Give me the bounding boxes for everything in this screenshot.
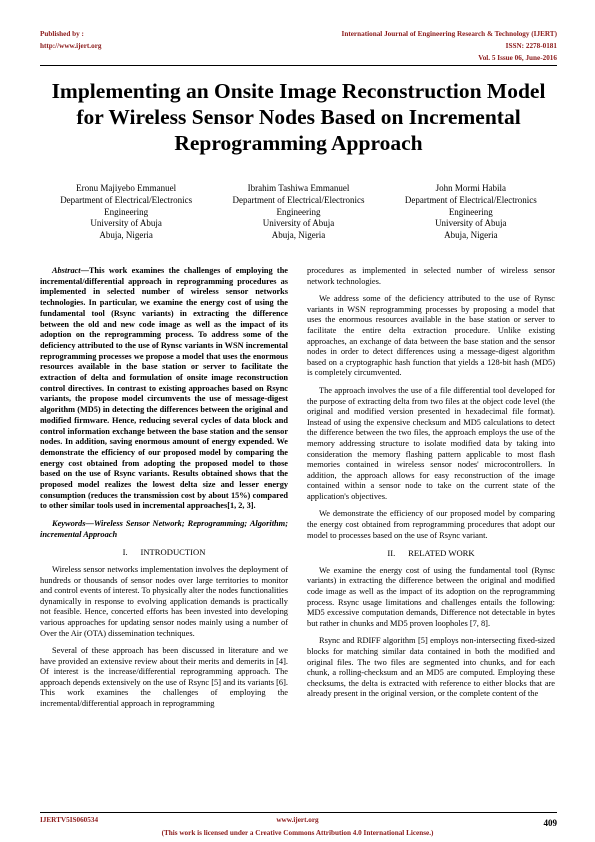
footer-url[interactable]: www.ijert.org xyxy=(276,816,319,824)
author-department: Department of Electrical/Electronics Engineering xyxy=(404,194,537,217)
footer-divider xyxy=(40,812,557,813)
author-location: Abuja, Nigeria xyxy=(444,230,498,241)
author-name: Ibrahim Tashiwa Emmanuel xyxy=(247,183,350,193)
paragraph: Wireless sensor networks implementation involves the deployment of hundreds or thousands of sensor nodes over large territories to monitor and control events of interest. To physically alter the nodes functionalities dynamically in response to evolving application demands is practically not feasible. Hence, concerted efforts has been invested into developing various approaches for updating sensor nodes mainly using a number of Over the Air (OTA) dissemination techniques. xyxy=(40,564,288,638)
author-location: Abuja, Nigeria xyxy=(99,230,153,241)
paragraph: The approach involves the use of a file differential tool developed for the purpose of extracting delta from two files at the object code level (the original and modified version presented in hexadecimal file format). Instead of using the expensive checksum and MD5 calculations to detect the difference between the two files, the approach employs the use of the memory addressing structure to isolate modified data by taking into consideration the memory flashing pattern applicable to most flash memories contained in wireless sensor nodes' microcontrollers. In addition, the approach allows for easy reconstruction of the image contained within a sensor node to take on the current state of the application's objectives. xyxy=(307,385,555,501)
right-column xyxy=(307,266,555,707)
header-right xyxy=(342,28,557,64)
publisher-url[interactable]: http://www.ijert.org xyxy=(40,42,102,50)
publisher-label: Published by : xyxy=(40,30,84,38)
author-university: University of Abuja xyxy=(90,218,162,229)
keywords: Keywords—Wireless Sensor Network; Reprogramming; Algorithm; incremental Approach xyxy=(40,519,288,539)
paper-id: IJERTV5IS060534 xyxy=(40,816,99,824)
author-3 xyxy=(385,183,557,242)
author-university: University of Abuja xyxy=(262,218,335,229)
license-notice: (This work is licensed under a Creative Commons Attribution 4.0 International License.) xyxy=(161,829,434,837)
abstract-lead: Abstract xyxy=(52,266,81,275)
paper-title: Implementing an Onsite Image Reconstruction Model for Wireless Sensor Nodes Based on Incremental Reprogramming Approach xyxy=(51,79,546,155)
journal-name: International Journal of Engineering Research & Technology (IJERT) xyxy=(341,30,557,38)
issn: ISSN: 2278-0181 xyxy=(505,42,557,50)
paragraph: Rsync and RDIFF algorithm [5] employs non-intersecting fixed-sized blocks for matching similar data contained in both the modified and original files. The two files are segmented into chunks, and for each chunk, a rolling-checksum and an MD5 are computed. Employing these checksums, the delta is extracted with reference to either blocks that are already present in the original version, or the complete content of the xyxy=(307,636,555,699)
header-left xyxy=(40,28,101,52)
paragraph: Several of these approach has been discussed in literature and we have provided an extensive review about their merits and demerits in [4]. Of interest is the increase/differential reprogramming approach. The approach depends extensively on the use of Rsync [5] and its variants [6]. This work examines the challenges of employing the incremental/differential approach in reprogramming xyxy=(40,646,288,709)
volume-issue: Vol. 5 Issue 06, June-2016 xyxy=(478,54,557,62)
author-university: University of Abuja xyxy=(435,218,507,229)
author-2 xyxy=(212,183,384,242)
paragraph: We demonstrate the efficiency of our proposed model by comparing the energy cost obtained from reprogramming procedures that adopt our model to processes based on the use of Rsync variant. xyxy=(307,509,555,540)
paragraph: We examine the energy cost of using the fundamental tool (Rynsc variants) in extracting the difference between the original and modified code image as well as the impact of its adoption on the reprogramming process. Rsync usage limitations and challenges entails the following: MD5 excessive computation demands, Difference not detectable in bytes but rather in chunks and MD5 proven loopholes [7, 8]. xyxy=(307,565,555,628)
author-department: Department of Electrical/Electronics Engineering xyxy=(60,194,193,217)
author-block xyxy=(40,183,557,242)
header-divider xyxy=(40,65,557,66)
author-1 xyxy=(40,183,212,242)
section-heading-related-work: II. RELATED WORK xyxy=(387,548,475,559)
page-number: 409 xyxy=(543,818,557,828)
author-name: Eronu Majiyebo Emmanuel xyxy=(76,183,177,193)
section-heading-introduction: I. INTRODUCTION xyxy=(122,547,206,558)
paragraph: procedures as implemented in selected number of wireless sensor network technologies. xyxy=(307,266,555,286)
abstract-text: —This work examines the challenges of employing the incremental/differential approach in reprogramming procedures as implemented in selected number of wireless sensor networks technologies. In particular, we examine the energy cost of using the fundamental tool (Rsync variants) in extracting the difference between the old and new code image as well as the impact of its adoption on the reprogramming process. To address some of the deficiency attributed to the use of Rynsc variants in WSN incremental reprogramming processes we propose a model that uses the enormous resources available in the base station or server to facilitate the extraction of delta and formulation of onsite image reconstruction control directives. In contrast to existing approaches based on Rsync variants, the propose model circumvents the use of message-digest algorithm (MD5) in detecting the differences between the original and modified firmware. Hence, reducing several cycles of data block and control information exchange between the base station and the sensor nodes. In addition, saving enormous amount of energy expended. We demonstrate the efficiency of our proposed model by comparing the energy cost obtained from adopting the proposed model to those based on the use of Rsync variants. Results obtained shows that the proposed model realizes the lowest delta size and lesser energy consumption (reduces the transmission cost by about 15%) compared to other similar tools used in incremental approaches[1, 2, 3]. xyxy=(40,266,288,511)
author-name: John Mormi Habila xyxy=(435,183,507,193)
abstract xyxy=(40,266,288,512)
author-department: Department of Electrical/Electronics Engineering xyxy=(232,194,365,217)
author-location: Abuja, Nigeria xyxy=(271,230,326,241)
left-column xyxy=(40,266,288,717)
paragraph: We address some of the deficiency attributed to the use of Rynsc variants in WSN reprogramming processes by proposing a model that uses the enormous resources available in the base station or server to facilitate the entire delta extraction procedure. Unlike existing approaches, an exchange of data between the base station and the sensor nodes in order to detect differences using a message-digest algorithm based on a cryptographic hash function that yields a 128-bit hash (MD5) is completely circumvented. xyxy=(307,294,555,378)
